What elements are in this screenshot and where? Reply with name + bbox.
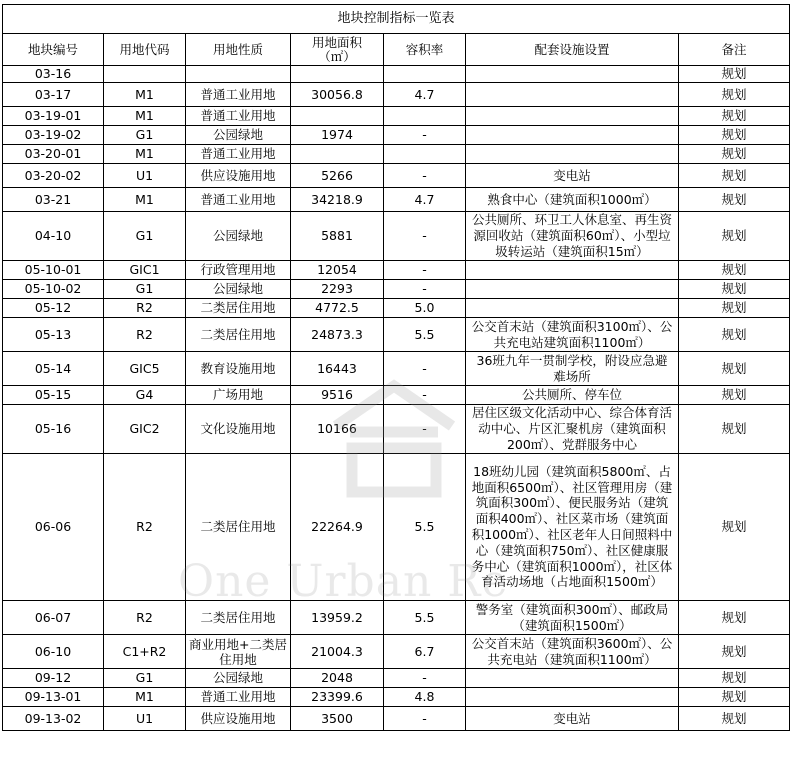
land-code-cell: R2 <box>104 299 186 318</box>
note-cell: 规划 <box>679 601 790 635</box>
table-row <box>3 688 790 707</box>
land-area-cell: 10166 <box>291 405 384 454</box>
header-land-area: 用地面积 （㎡） <box>291 34 384 66</box>
land-nature-cell: 公园绿地 <box>186 669 291 688</box>
facilities-cell <box>466 83 679 107</box>
plot-id-cell: 05-13 <box>3 318 104 352</box>
note-cell: 规划 <box>679 635 790 669</box>
note-cell: 规划 <box>679 212 790 261</box>
land-nature-cell: 普通工业用地 <box>186 688 291 707</box>
note-cell: 规划 <box>679 299 790 318</box>
land-code-cell: G1 <box>104 126 186 145</box>
plot-id-cell: 05-16 <box>3 405 104 454</box>
table-row <box>3 212 790 261</box>
plot-id-cell: 03-17 <box>3 83 104 107</box>
land-code-cell: R2 <box>104 318 186 352</box>
table-row <box>3 299 790 318</box>
land-area-cell: 2048 <box>291 669 384 688</box>
land-nature-cell: 公园绿地 <box>186 126 291 145</box>
land-control-table <box>2 4 790 731</box>
table-row <box>3 126 790 145</box>
land-nature-cell: 供应设施用地 <box>186 164 291 188</box>
far-cell: - <box>384 707 466 731</box>
plot-id-cell: 05-10-01 <box>3 261 104 280</box>
land-code-cell: U1 <box>104 164 186 188</box>
plot-id-cell: 09-12 <box>3 669 104 688</box>
facilities-cell: 公共厕所、环卫工人休息室、再生资源回收站（建筑面积60㎡）、小型垃圾转运站（建筑面积15㎡） <box>466 212 679 261</box>
facilities-cell <box>466 688 679 707</box>
land-nature-cell: 商业用地+二类居住用地 <box>186 635 291 669</box>
land-area-cell: 21004.3 <box>291 635 384 669</box>
table-row <box>3 352 790 386</box>
table-title: 地块控制指标一览表 <box>3 5 790 34</box>
note-cell: 规划 <box>679 669 790 688</box>
plot-id-cell: 03-20-02 <box>3 164 104 188</box>
far-cell <box>384 145 466 164</box>
land-code-cell: G1 <box>104 669 186 688</box>
land-nature-cell: 公园绿地 <box>186 280 291 299</box>
land-area-cell <box>291 145 384 164</box>
land-code-cell: M1 <box>104 688 186 707</box>
land-code-cell: U1 <box>104 707 186 731</box>
land-code-cell: C1+R2 <box>104 635 186 669</box>
land-code-cell: R2 <box>104 454 186 601</box>
facilities-cell: 公交首末站（建筑面积3100㎡）、公共充电站建筑面积1100㎡） <box>466 318 679 352</box>
table-row <box>3 280 790 299</box>
table-row <box>3 707 790 731</box>
watermark-text: One Urban Re <box>178 556 509 607</box>
note-cell: 规划 <box>679 261 790 280</box>
far-cell: 4.8 <box>384 688 466 707</box>
far-cell: - <box>384 164 466 188</box>
table-row <box>3 83 790 107</box>
facilities-cell: 变电站 <box>466 707 679 731</box>
facilities-cell: 公共厕所、停车位 <box>466 386 679 405</box>
far-cell: - <box>384 405 466 454</box>
plot-id-cell: 03-19-01 <box>3 107 104 126</box>
land-nature-cell: 普通工业用地 <box>186 83 291 107</box>
plot-id-cell: 06-07 <box>3 601 104 635</box>
land-area-cell: 22264.9 <box>291 454 384 601</box>
land-area-cell: 24873.3 <box>291 318 384 352</box>
note-cell: 规划 <box>679 386 790 405</box>
plot-id-cell: 03-21 <box>3 188 104 212</box>
facilities-cell: 熟食中心（建筑面积1000㎡） <box>466 188 679 212</box>
plot-id-cell: 04-10 <box>3 212 104 261</box>
table-row <box>3 318 790 352</box>
land-area-cell <box>291 107 384 126</box>
far-cell: - <box>384 212 466 261</box>
plot-id-cell: 05-15 <box>3 386 104 405</box>
note-cell: 规划 <box>679 83 790 107</box>
note-cell: 规划 <box>679 688 790 707</box>
note-cell: 规划 <box>679 318 790 352</box>
land-area-cell: 1974 <box>291 126 384 145</box>
far-cell: - <box>384 352 466 386</box>
land-nature-cell: 二类居住用地 <box>186 454 291 601</box>
far-cell: - <box>384 386 466 405</box>
note-cell: 规划 <box>679 164 790 188</box>
far-cell: - <box>384 280 466 299</box>
land-area-cell: 3500 <box>291 707 384 731</box>
table-row <box>3 188 790 212</box>
land-nature-cell: 二类居住用地 <box>186 318 291 352</box>
table-row <box>3 107 790 126</box>
far-cell <box>384 66 466 83</box>
note-cell: 规划 <box>679 66 790 83</box>
table-row <box>3 145 790 164</box>
land-area-cell: 2293 <box>291 280 384 299</box>
far-cell: 5.5 <box>384 454 466 601</box>
header-land-code: 用地代码 <box>104 34 186 66</box>
facilities-cell <box>466 107 679 126</box>
table-row <box>3 635 790 669</box>
note-cell: 规划 <box>679 707 790 731</box>
far-cell: - <box>384 126 466 145</box>
note-cell: 规划 <box>679 107 790 126</box>
land-area-cell: 12054 <box>291 261 384 280</box>
plot-id-cell: 06-06 <box>3 454 104 601</box>
land-area-cell: 30056.8 <box>291 83 384 107</box>
plot-id-cell: 03-19-02 <box>3 126 104 145</box>
land-area-cell: 5881 <box>291 212 384 261</box>
plot-id-cell: 03-20-01 <box>3 145 104 164</box>
land-area-cell: 5266 <box>291 164 384 188</box>
note-cell: 规划 <box>679 280 790 299</box>
table-row <box>3 454 790 601</box>
header-facilities: 配套设施设置 <box>466 34 679 66</box>
facilities-cell <box>466 261 679 280</box>
header-plot-id: 地块编号 <box>3 34 104 66</box>
table-container <box>2 4 789 731</box>
far-cell: 4.7 <box>384 188 466 212</box>
facilities-cell: 警务室（建筑面积300㎡）、邮政局（建筑面积1500㎡） <box>466 601 679 635</box>
table-row <box>3 66 790 83</box>
land-code-cell: M1 <box>104 188 186 212</box>
note-cell: 规划 <box>679 352 790 386</box>
note-cell: 规划 <box>679 145 790 164</box>
land-code-cell <box>104 66 186 83</box>
land-nature-cell: 行政管理用地 <box>186 261 291 280</box>
land-code-cell: GIC1 <box>104 261 186 280</box>
land-nature-cell: 普通工业用地 <box>186 145 291 164</box>
land-nature-cell <box>186 66 291 83</box>
plot-id-cell: 05-12 <box>3 299 104 318</box>
facilities-cell: 公交首末站（建筑面积3600㎡）、公共充电站（建筑面积1100㎡） <box>466 635 679 669</box>
header-row <box>3 34 790 66</box>
facilities-cell <box>466 66 679 83</box>
header-note: 备注 <box>679 34 790 66</box>
facilities-cell <box>466 299 679 318</box>
note-cell: 规划 <box>679 188 790 212</box>
plot-id-cell: 06-10 <box>3 635 104 669</box>
far-cell: 5.0 <box>384 299 466 318</box>
land-code-cell: G1 <box>104 280 186 299</box>
note-cell: 规划 <box>679 454 790 601</box>
note-cell: 规划 <box>679 126 790 145</box>
facilities-cell <box>466 280 679 299</box>
land-area-cell <box>291 66 384 83</box>
far-cell: 4.7 <box>384 83 466 107</box>
table-row <box>3 164 790 188</box>
plot-id-cell: 03-16 <box>3 66 104 83</box>
facilities-cell: 变电站 <box>466 164 679 188</box>
facilities-cell <box>466 669 679 688</box>
facilities-cell <box>466 145 679 164</box>
land-code-cell: G1 <box>104 212 186 261</box>
land-nature-cell: 文化设施用地 <box>186 405 291 454</box>
table-row <box>3 601 790 635</box>
land-code-cell: M1 <box>104 145 186 164</box>
far-cell: - <box>384 261 466 280</box>
land-nature-cell: 普通工业用地 <box>186 107 291 126</box>
facilities-cell: 居住区级文化活动中心、综合体育活动中心、片区汇聚机房（建筑面积200㎡）、党群服务中心 <box>466 405 679 454</box>
land-code-cell: G4 <box>104 386 186 405</box>
plot-id-cell: 09-13-02 <box>3 707 104 731</box>
land-nature-cell: 二类居住用地 <box>186 299 291 318</box>
table-row <box>3 386 790 405</box>
table-row <box>3 669 790 688</box>
far-cell: 6.7 <box>384 635 466 669</box>
table-row <box>3 261 790 280</box>
land-code-cell: GIC2 <box>104 405 186 454</box>
land-area-cell: 16443 <box>291 352 384 386</box>
land-nature-cell: 二类居住用地 <box>186 601 291 635</box>
far-cell: - <box>384 669 466 688</box>
far-cell: 5.5 <box>384 601 466 635</box>
note-cell: 规划 <box>679 405 790 454</box>
facilities-cell <box>466 126 679 145</box>
header-land-nature: 用地性质 <box>186 34 291 66</box>
plot-id-cell: 05-14 <box>3 352 104 386</box>
plot-id-cell: 09-13-01 <box>3 688 104 707</box>
land-area-cell: 13959.2 <box>291 601 384 635</box>
far-cell: 5.5 <box>384 318 466 352</box>
land-code-cell: M1 <box>104 107 186 126</box>
land-nature-cell: 广场用地 <box>186 386 291 405</box>
land-code-cell: GIC5 <box>104 352 186 386</box>
land-code-cell: M1 <box>104 83 186 107</box>
plot-id-cell: 05-10-02 <box>3 280 104 299</box>
land-nature-cell: 供应设施用地 <box>186 707 291 731</box>
facilities-cell: 18班幼儿园（建筑面积5800㎡、占地面积6500㎡）、社区管理用房（建筑面积300㎡）、便民服务站（建筑面积400㎡）、社区菜市场（建筑面积1000㎡）、社区老年人日间照料中心（建筑面积750㎡）、社区健康服务中心（建筑面积1000㎡），社区体育活动场地（占地面积1500㎡） <box>466 454 679 601</box>
land-area-cell: 9516 <box>291 386 384 405</box>
facilities-cell: 36班九年一贯制学校，附设应急避难场所 <box>466 352 679 386</box>
land-area-cell: 4772.5 <box>291 299 384 318</box>
far-cell <box>384 107 466 126</box>
land-nature-cell: 普通工业用地 <box>186 188 291 212</box>
land-area-cell: 34218.9 <box>291 188 384 212</box>
table-row <box>3 405 790 454</box>
land-nature-cell: 公园绿地 <box>186 212 291 261</box>
header-far: 容积率 <box>384 34 466 66</box>
land-code-cell: R2 <box>104 601 186 635</box>
land-nature-cell: 教育设施用地 <box>186 352 291 386</box>
land-area-cell: 23399.6 <box>291 688 384 707</box>
